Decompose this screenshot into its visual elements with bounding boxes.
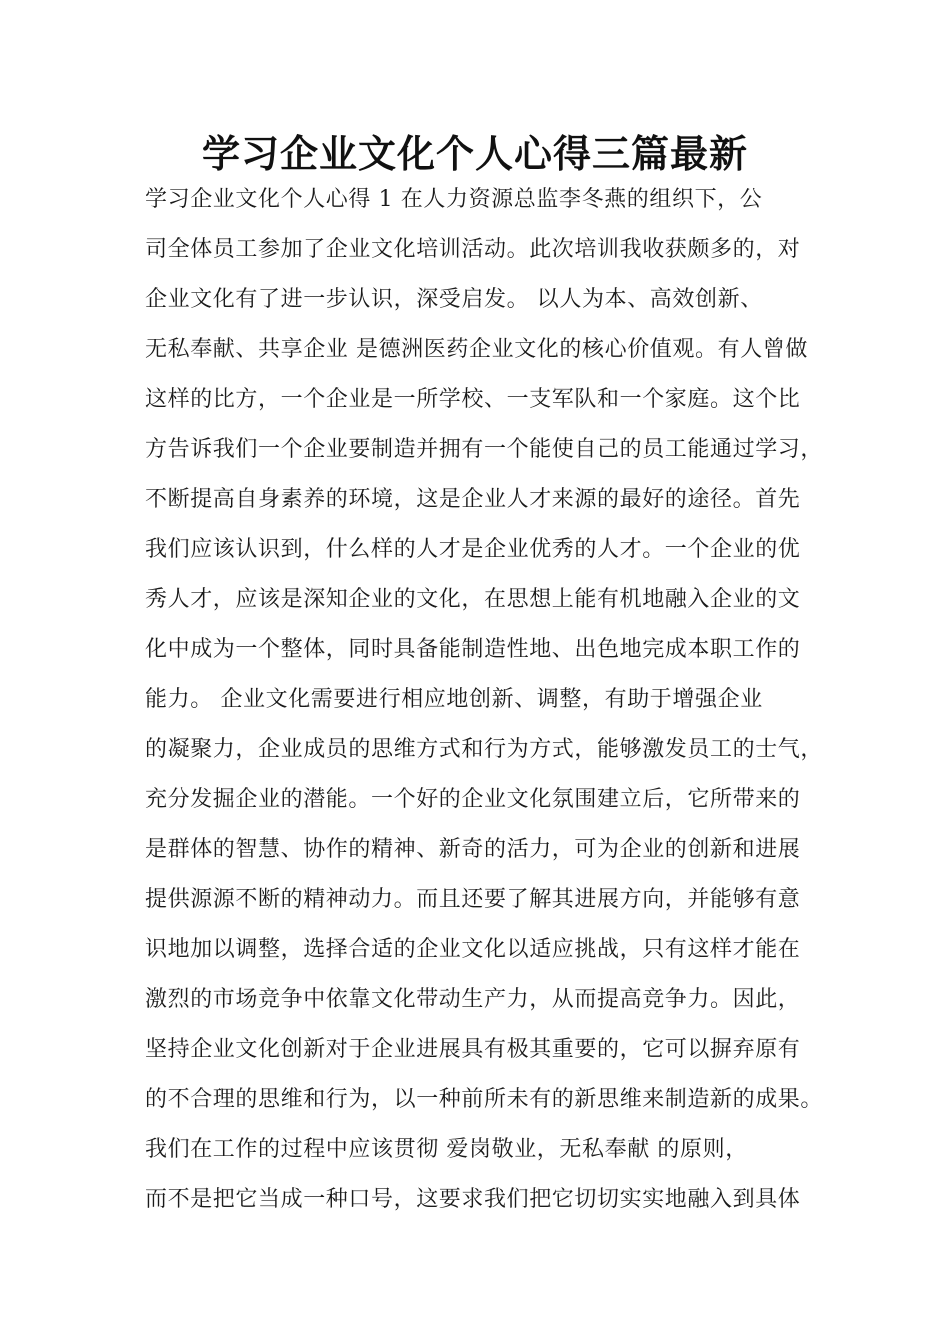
body-line: 秀人才，应该是深知企业的文化，在思想上能有机地融入企业的文 [145,587,801,612]
body-line: 司全体员工参加了企业文化培训活动。此次培训我收获颇多的，对 [145,237,801,262]
body-line: 激烈的市场竞争中依靠文化带动生产力，从而提高竞争力。因此， [145,987,801,1012]
body-line: 坚持企业文化创新对于企业进展具有极其重要的，它可以摒弃原有 [145,1037,801,1062]
body-line: 识地加以调整，选择合适的企业文化以适应挑战，只有这样才能在 [145,937,801,962]
body-line: 这样的比方，一个企业是一所学校、一支军队和一个家庭。这个比 [145,387,801,412]
body-line: 能力。 企业文化需要进行相应地创新、调整，有助于增强企业 [145,687,763,712]
document-title: 学习企业文化个人心得三篇最新 [201,132,748,176]
body-line: 是群体的智慧、协作的精神、新奇的活力，可为企业的创新和进展 [145,837,801,862]
body-line: 我们在工作的过程中应该贯彻 爱岗敬业，无私奉献 的原则， [145,1137,748,1162]
body-line: 不断提高自身素养的环境，这是企业人才来源的最好的途径。首先 [145,487,801,512]
body-line: 我们应该认识到，什么样的人才是企业优秀的人才。一个企业的优 [145,537,801,562]
body-line: 企业文化有了进一步认识，深受启发。 以人为本、高效创新、 [145,287,763,312]
body-line: 无私奉献、共享企业 是德洲医药企业文化的核心价值观。有人曾做 [145,337,808,362]
body-line: 的不合理的思维和行为，以一种前所未有的新思维来制造新的成果。 [145,1087,824,1112]
body-line: 化中成为一个整体，同时具备能制造性地、出色地完成本职工作的 [145,637,801,662]
body-line: 提供源源不断的精神动力。而且还要了解其进展方向，并能够有意 [145,887,801,912]
body-line: 充分发掘企业的潜能。一个好的企业文化氛围建立后，它所带来的 [145,787,801,812]
body-line: 方告诉我们一个企业要制造并拥有一个能使自己的员工能通过学习， [145,437,824,462]
body-line: 的凝聚力，企业成员的思维方式和行为方式，能够激发员工的士气， [145,737,824,762]
body-line: 而不是把它当成一种口号，这要求我们把它切切实实地融入到具体 [145,1187,801,1212]
body-line: 学习企业文化个人心得 1 在人力资源总监李冬燕的组织下，公 [145,187,763,212]
